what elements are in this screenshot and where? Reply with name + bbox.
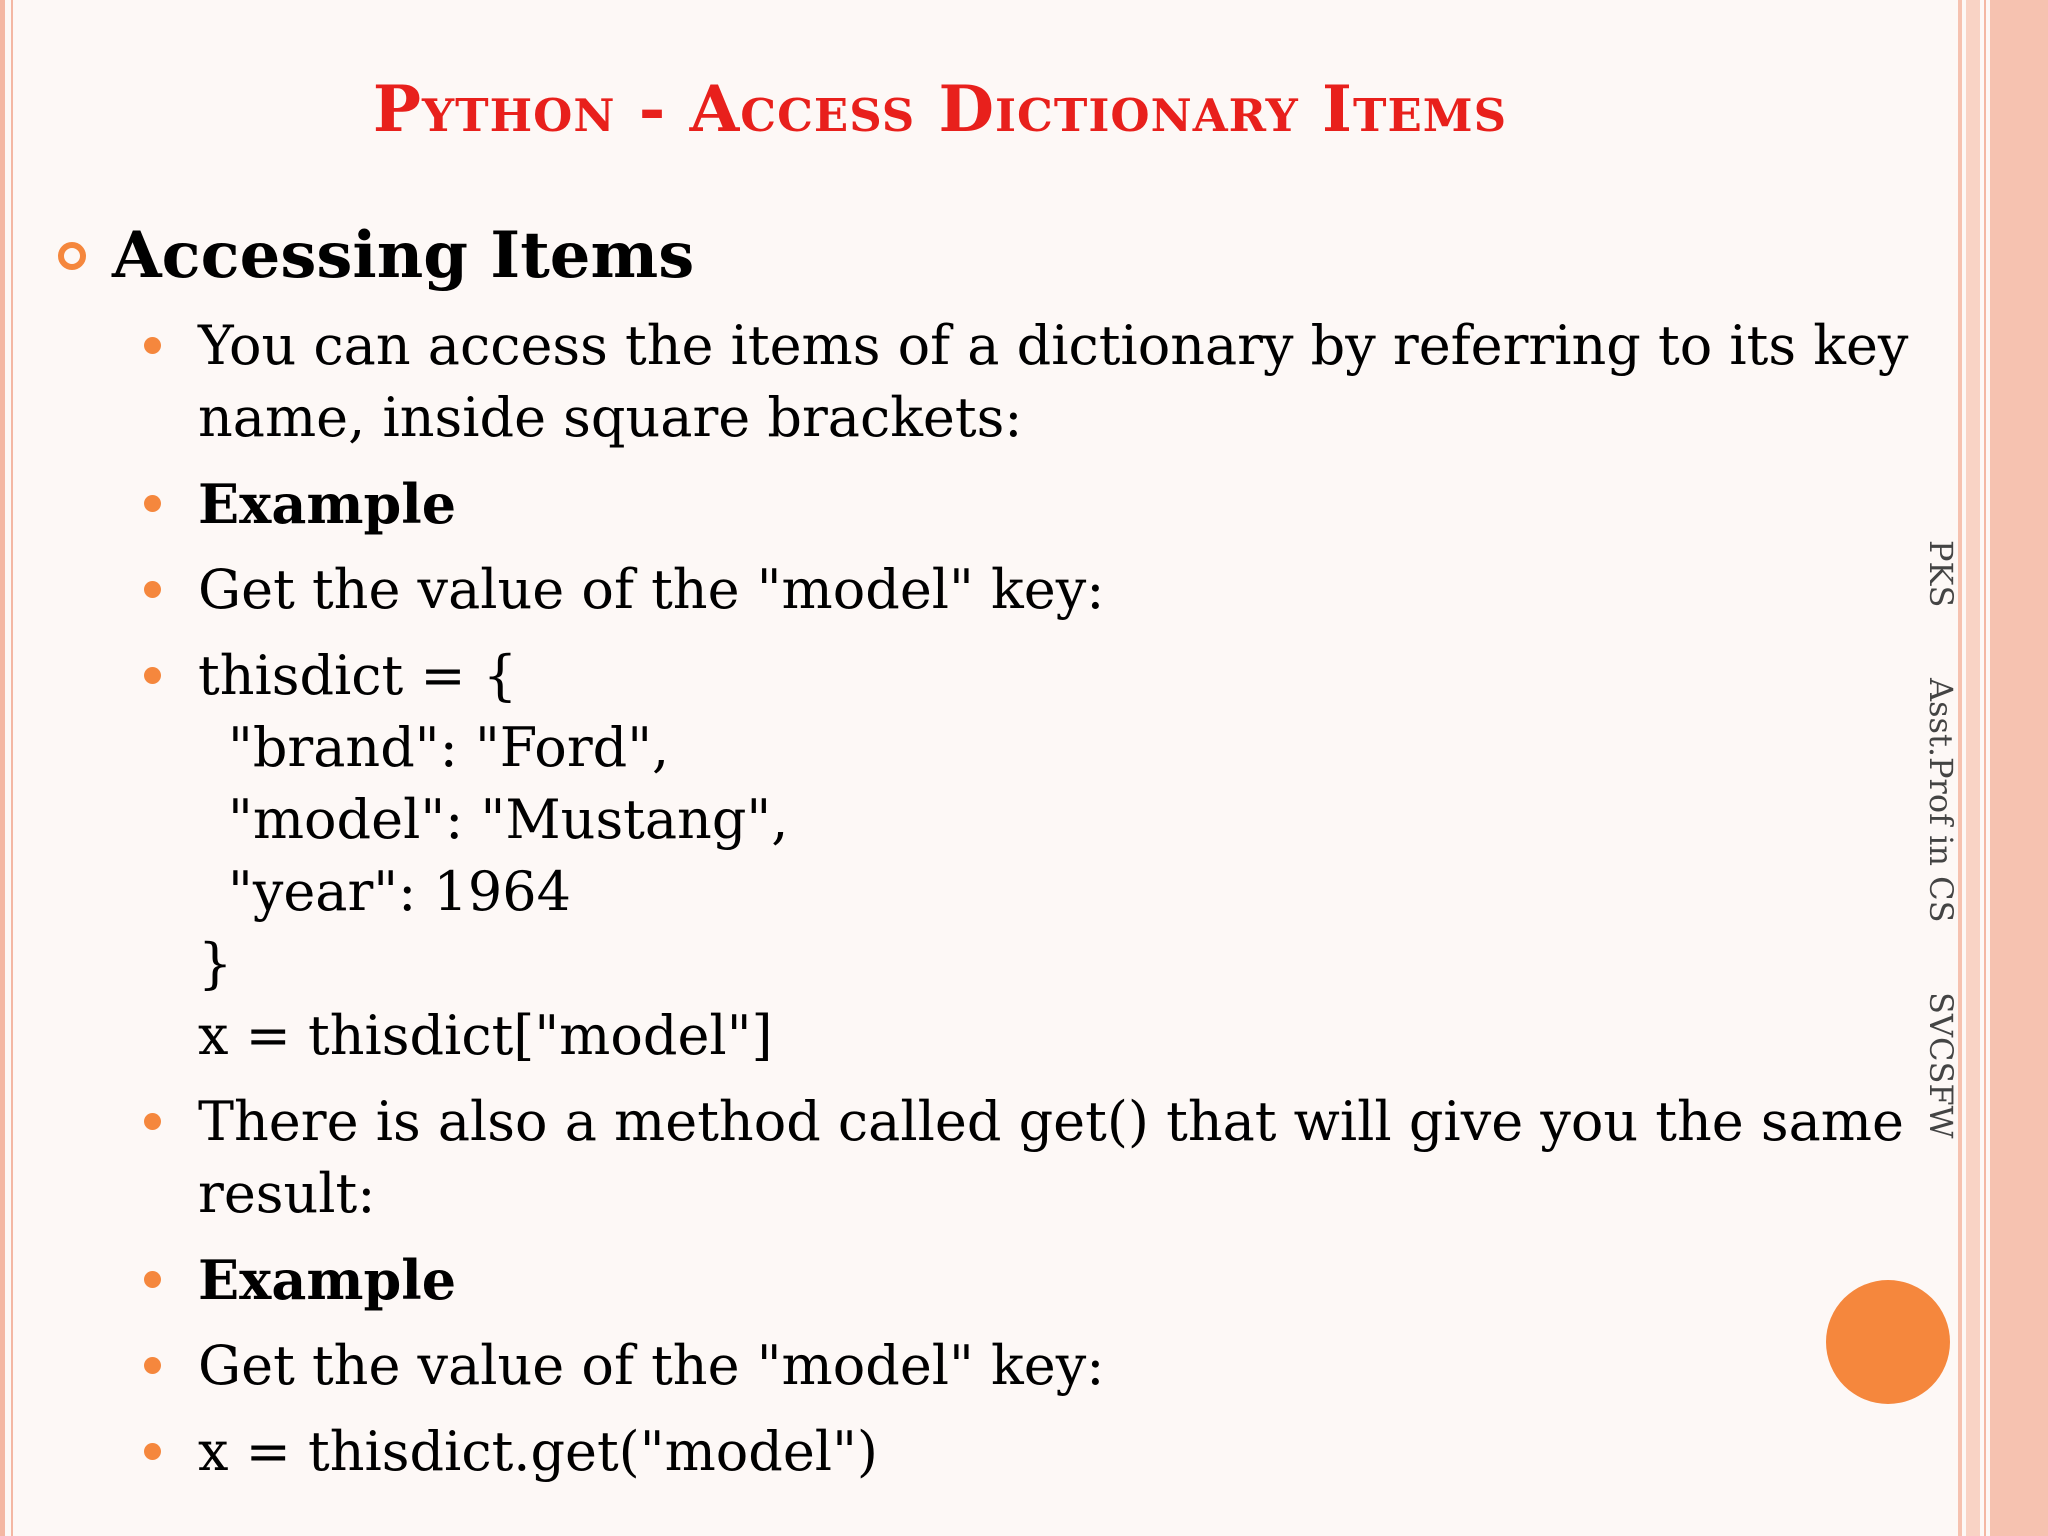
ring-bullet-icon — [58, 242, 86, 270]
right-border-band — [1990, 0, 2048, 1536]
code-line: x = thisdict["model"] — [198, 1004, 773, 1067]
bullet-item — [140, 468, 1920, 540]
bullet-text: Example — [198, 472, 457, 536]
bullet-dot-icon — [144, 1443, 161, 1460]
bullet-text: result: — [198, 1162, 376, 1225]
code-bullet-item — [140, 640, 1920, 1072]
bullet-dot-icon — [144, 1113, 161, 1130]
bullet-dot-icon — [144, 1271, 161, 1288]
bullet-text: Get the value of the "model" key: — [198, 558, 1105, 621]
slide-title: Python - Access Dictionary Items — [372, 72, 1508, 147]
code-bullet-item — [140, 1416, 1920, 1488]
right-border-stripe — [1984, 0, 1986, 1536]
bullet-dot-icon — [144, 495, 161, 512]
bullet-text: There is also a method called get() that will give you the same — [198, 1090, 1904, 1153]
decorative-circle — [1826, 1280, 1950, 1404]
right-border-stripe — [1966, 0, 1980, 1536]
section-heading-text: Accessing Items — [112, 218, 695, 293]
bullet-text: You can access the items of a dictionary by referring to its key — [198, 314, 1909, 377]
bullet-dot-icon — [144, 581, 161, 598]
left-border-line — [0, 0, 5, 1536]
bullet-list — [140, 310, 1920, 1502]
bullet-item — [140, 310, 1920, 454]
footer-author: PKS — [1922, 540, 1960, 608]
code-line: "year": 1964 — [228, 860, 571, 923]
bullet-text: Example — [198, 1248, 457, 1312]
bullet-text: Get the value of the "model" key: — [198, 1334, 1105, 1397]
bullet-dot-icon — [144, 667, 161, 684]
code-line: "model": "Mustang", — [228, 788, 789, 851]
code-line: "brand": "Ford", — [228, 716, 670, 779]
bullet-text: name, inside square brackets: — [198, 386, 1023, 449]
code-line: } — [198, 932, 233, 995]
bullet-item — [140, 1086, 1920, 1230]
bullet-item — [140, 1244, 1920, 1316]
footer-institution: SVCSFW — [1922, 992, 1960, 1139]
code-line: x = thisdict.get("model") — [198, 1420, 878, 1483]
bullet-dot-icon — [144, 1357, 161, 1374]
bullet-item — [140, 554, 1920, 626]
left-border-line-inner — [11, 0, 13, 1536]
slide-footer — [1900, 540, 1960, 1140]
bullet-item — [140, 1330, 1920, 1402]
bullet-dot-icon — [144, 337, 161, 354]
code-line: thisdict = { — [198, 644, 518, 707]
section-heading — [58, 218, 694, 293]
footer-role: Asst.Prof in CS — [1922, 677, 1960, 923]
